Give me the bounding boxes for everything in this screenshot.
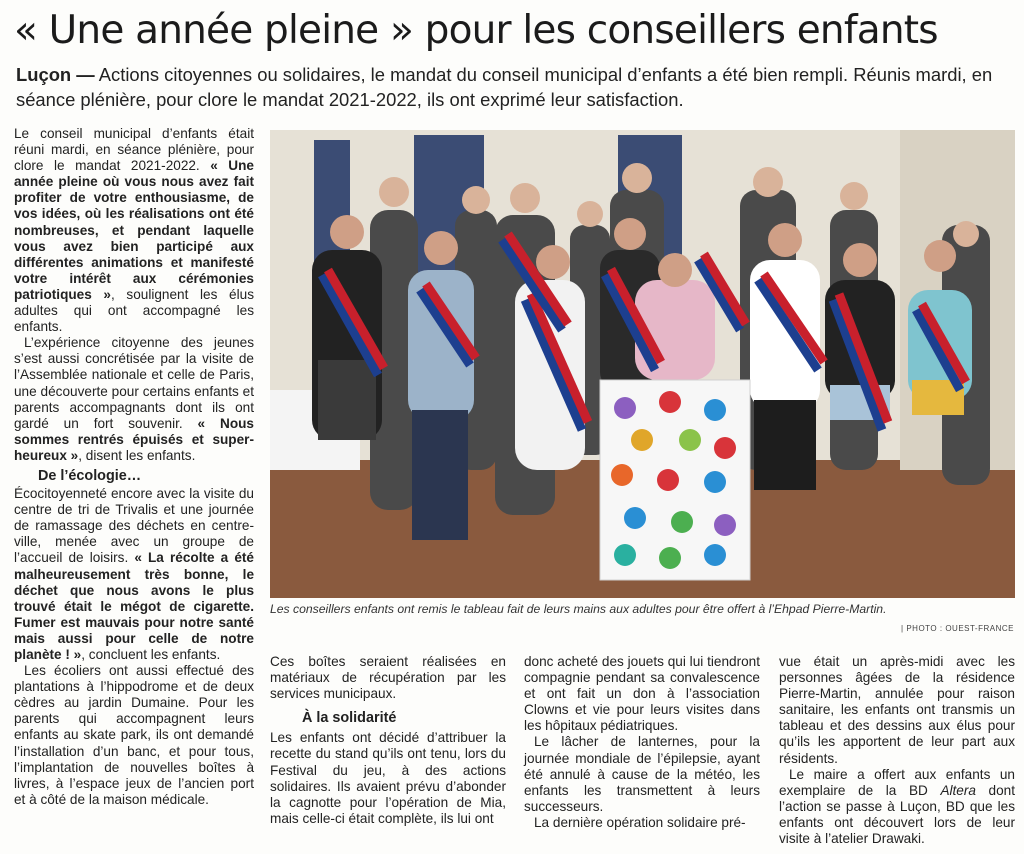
paragraph-1 [14,126,254,335]
paragraph-4: Les écoliers ont aussi effectué des plantations à l’hippodrome et de deux cèdres au jardin Dumaine. Pour les parents qui accompagnent leurs enfants au skate park, ils ont demandé l’installation d’un banc, et pour tous, l’implantation de nouvelles boîtes à livres, à l’espace jeux de l’ancien port et à côté de la maison médicale. [14,663,254,807]
quote-span: « La récolte a été malheureusement très bonne, le déchet que nous avons le plus trouvé était le mégot de cigarette. Fumer est mauvais pour notre santé mais aussi pour celle de notre planète ! » [14,550,254,662]
text-span: Écocitoyenneté encore avec la visite du centre de tri de Trivalis et une journée de ramassage des déchets en centre-ville, menée avec un groupe de l’accueil de loisirs. [14,486,254,566]
quote-span: « Nous sommes rentrés épuisés et super-heureux » [14,415,254,463]
article-photo [270,130,1015,598]
text-span: , disent les enfants. [78,447,196,463]
paragraph-9: La dernière opération solidaire pré- [534,814,746,830]
paragraph-2 [14,335,254,464]
subheading-ecology: De l’écologie… [38,467,142,484]
lede-place: Luçon — [16,64,95,85]
column-2 [270,654,506,827]
text-span: Le conseil municipal d’enfants était réuni mardi, en séance plénière, pour clore le mandat 2021-2022. [14,126,254,174]
article-headline: « Une année pleine » pour les conseillers enfants [14,8,938,53]
paragraph-11 [779,767,1015,847]
bd-title: Altera [940,782,976,798]
subheading-solidarity: À la solidarité [302,710,397,727]
paragraph-5: Ces boîtes seraient réalisées en matériaux de récupération par les services municipaux. [270,654,506,702]
quote-span: « Une année pleine où vous nous avez fait profiter de votre enthousiasme, de vos idées, où les réalisations ont été nombreuses, et pendant laquelle vous avez bien participé aux différentes animations et manifesté votre intérêt aux cérémonies patriotiques » [14,158,254,302]
photo-caption: Les conseillers enfants ont remis le tableau fait de leurs mains aux adultes pour être offert à l’Ehpad Pierre-Martin. [270,602,887,616]
text-span: , soulignent les élus adultes qui ont accompagné les enfants. [14,286,254,335]
paragraph-8: Le lâcher de lanternes, pour la journée mondiale de l’épilepsie, ayant été annulé à cause de la météo, les enfants les transmettent à leurs successeurs. [524,734,760,814]
lede-text: Actions citoyennes ou solidaires, le mandat du conseil municipal d’enfants a été bien rempli. Réunis mardi, en séance plénière, pour clore le mandat 2021-2022, ils ont exprimé leur satisfaction. [16,64,993,110]
text-span: dont l’action se passe à Luçon, BD que les enfants ont découvert lors de leur visite à l’atelier Drawaki. [779,782,1015,847]
paragraph-10: vue était un après-midi avec les personnes âgées de la résidence Pierre-Martin, annulée pour raison sanitaire, les enfants ont transmis un tableau et des dessins aux élus pour qu’ils les apportent de leur part aux résidents. [779,654,1015,766]
paragraph-3 [14,486,254,663]
paragraph-6: Les enfants ont décidé d’attribuer la recette du stand qu’ils ont tenu, lors du Festival du jeu, à des actions solidaires. Ils avaient prévu d’abonder la cagnotte pour l’opération de Mia, mais celle-ci était complète, ils lui ont [270,730,506,826]
column-1 [14,126,254,808]
photo-illustration [270,130,1015,598]
text-span: , concluent les enfants. [81,647,221,662]
paragraph-7: donc acheté des jouets qui lui tiendront compagnie pendant sa convalescence et ont fait un don à l’association Clowns et vie pour leurs visites dans les hôpitaux pédiatriques. [524,654,760,734]
column-3 [524,654,760,831]
photo-credit: | PHOTO : OUEST-FRANCE [901,624,1014,633]
text-span: L’expérience citoyenne des jeunes s’est aussi concrétisée par la visite de l’Assemblée nationale et celle de Paris, une découverte pour certains enfants et parents accompagnants dont ils ont gardé un fort souvenir. [14,335,254,431]
text-span: Le maire a offert aux enfants un exemplaire de la BD [779,766,1015,798]
column-4 [779,654,1015,847]
article-lede [16,62,1016,112]
